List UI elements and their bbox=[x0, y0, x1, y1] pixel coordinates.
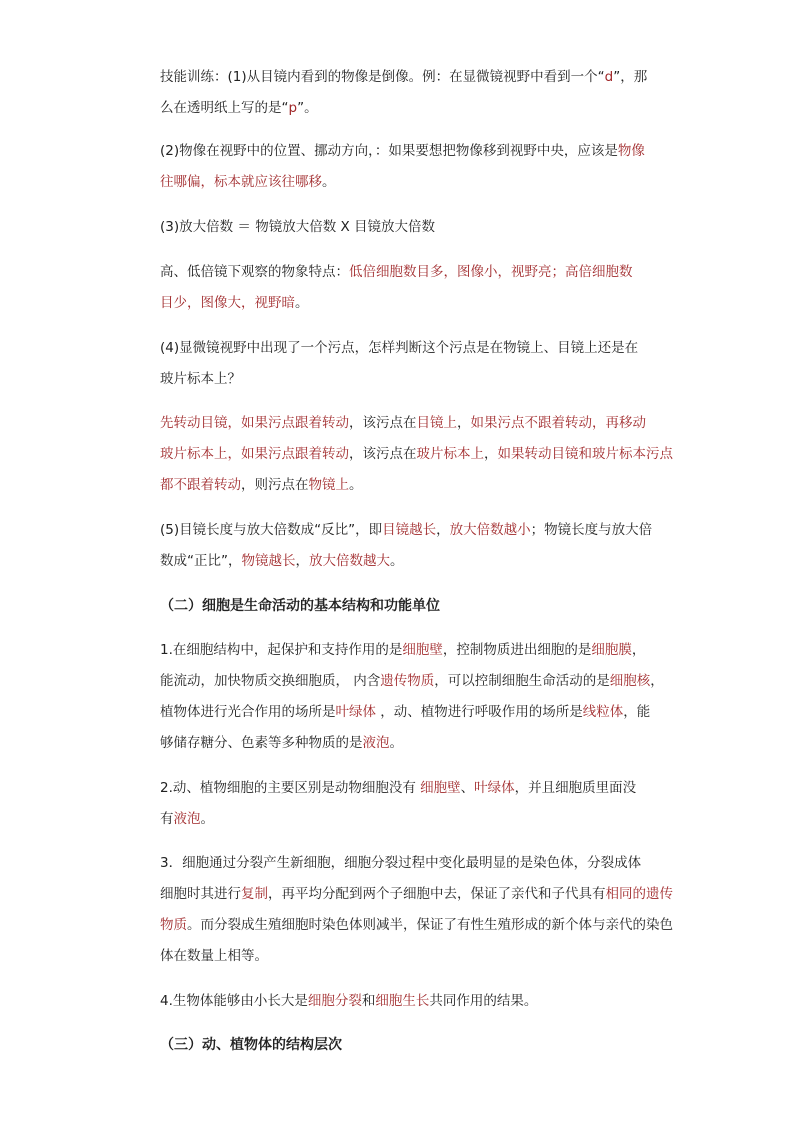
text-line bbox=[160, 167, 662, 198]
highlighted-text: 玻片标本上，如果污点跟着转动 bbox=[160, 446, 349, 462]
highlighted-text: 液泡 bbox=[362, 735, 390, 751]
text-segment: 、 bbox=[460, 780, 475, 796]
text-segment: 4.生物体能够由小长大是 bbox=[160, 993, 308, 1009]
text-line bbox=[160, 212, 662, 243]
text-line bbox=[160, 136, 662, 167]
paragraph-animal-plant-diff bbox=[160, 773, 662, 835]
paragraph-image-movement bbox=[160, 136, 662, 198]
text-segment: 玻片标本上？ bbox=[160, 371, 241, 387]
text-segment: 2.动、植物细胞的主要区别是动物细胞没有 bbox=[160, 780, 421, 796]
text-segment: 。 bbox=[389, 735, 403, 751]
text-segment: ， bbox=[295, 553, 309, 569]
text-segment: ， bbox=[631, 642, 646, 658]
text-segment: 。 bbox=[200, 811, 214, 827]
text-line bbox=[160, 408, 662, 439]
highlighted-text: 物镜上 bbox=[308, 477, 349, 493]
text-segment: ， bbox=[457, 415, 471, 431]
text-line bbox=[160, 986, 662, 1017]
text-line bbox=[160, 439, 673, 470]
paragraph-magnification bbox=[160, 212, 662, 243]
text-segment: ，控制物质进出细胞的是 bbox=[442, 642, 592, 658]
paragraph-cell-division bbox=[160, 848, 673, 972]
text-line bbox=[160, 910, 673, 941]
highlighted-text: 放大倍数越小 bbox=[449, 522, 531, 538]
highlighted-text: 细胞膜 bbox=[591, 642, 632, 658]
text-segment: ，再平均分配到两个子细胞中去，保证了亲代和子代具有 bbox=[268, 886, 606, 902]
text-segment: (2)物像在视野中的位置、挪动方向，：如果要想把物像移到视野中央，应该是 bbox=[160, 143, 618, 159]
highlighted-text: 目镜越长 bbox=[382, 522, 437, 538]
text-segment: 。 bbox=[349, 477, 363, 493]
highlighted-text: 目镜上 bbox=[416, 415, 457, 431]
highlighted-text: 物质 bbox=[160, 917, 187, 933]
highlighted-text: 叶绿体 bbox=[335, 704, 376, 720]
highlighted-text: 遗传物质 bbox=[380, 673, 435, 689]
text-segment: ，动、植物进行呼吸作用的场所是 bbox=[376, 704, 583, 720]
text-segment: 有 bbox=[160, 811, 174, 827]
highlighted-text: 先转动目镜，如果污点跟着转动 bbox=[160, 415, 349, 431]
text-line bbox=[160, 666, 662, 697]
text-segment: ，则污点在 bbox=[241, 477, 309, 493]
text-segment: ”。 bbox=[297, 100, 318, 116]
text-segment: 3．细胞通过分裂产生新细胞，细胞分裂过程中变化最明显的是染色体，分裂成体 bbox=[160, 855, 642, 871]
paragraph-lens-features bbox=[160, 257, 662, 319]
text-segment: 。 bbox=[322, 174, 336, 190]
text-segment: 么在透明纸上写的是“ bbox=[160, 100, 289, 116]
highlighted-text: 细胞壁 bbox=[420, 780, 461, 796]
highlighted-text: 都不跟着转动 bbox=[160, 477, 241, 493]
highlighted-text: 目少，图像大，视野暗 bbox=[160, 295, 295, 311]
paragraph-stain-question bbox=[160, 333, 662, 395]
paragraph-stain-answer bbox=[160, 408, 673, 501]
text-segment: (5)目镜长度与放大倍数成“反比”，即 bbox=[160, 522, 383, 538]
text-line bbox=[160, 941, 662, 972]
text-line bbox=[160, 635, 662, 666]
text-segment: 够储存糖分、色素等多种物质的是 bbox=[160, 735, 363, 751]
text-line bbox=[160, 93, 662, 124]
text-line bbox=[160, 1030, 662, 1061]
text-segment: ， bbox=[650, 673, 664, 689]
text-segment: 1.在细胞结构中，起保护和支持作用的是 bbox=[160, 642, 403, 658]
text-line bbox=[160, 773, 662, 804]
highlighted-text: 细胞壁 bbox=[402, 642, 443, 658]
highlighted-text: 放大倍数越大 bbox=[309, 553, 390, 569]
text-segment: （三）动、植物体的结构层次 bbox=[160, 1037, 342, 1053]
highlighted-text: 细胞核 bbox=[609, 673, 651, 689]
text-line bbox=[160, 728, 662, 759]
text-line bbox=[160, 288, 662, 319]
highlighted-text: 物像 bbox=[617, 143, 645, 159]
highlighted-text: 如果污点不跟着转动，再移动 bbox=[470, 415, 646, 431]
text-line bbox=[160, 591, 662, 622]
text-line bbox=[160, 62, 662, 93]
paragraph-lens-length bbox=[160, 515, 662, 577]
highlighted-text: 相同的遗传 bbox=[605, 886, 673, 902]
text-segment: 。而分裂成生殖细胞时染色体则减半，保证了有性生殖形成的新个体与亲代的染色 bbox=[187, 917, 673, 933]
section-heading-structure-levels bbox=[160, 1030, 662, 1061]
highlighted-text: 液泡 bbox=[173, 811, 201, 827]
text-segment: 共同作用的结果。 bbox=[429, 993, 538, 1009]
text-line bbox=[160, 697, 662, 728]
highlighted-text: 物镜越长 bbox=[241, 553, 296, 569]
text-segment: ；物镜长度与放大倍 bbox=[530, 522, 653, 538]
text-line bbox=[160, 879, 673, 910]
text-segment: 技能训练：(1)从目镜内看到的物像是倒像。例：在显微镜视野中看到一个“ bbox=[160, 69, 605, 85]
text-line bbox=[160, 848, 662, 879]
text-segment: 体在数量上相等。 bbox=[160, 948, 268, 964]
highlighted-text: 复制 bbox=[241, 886, 268, 902]
highlighted-text: 细胞生长 bbox=[375, 993, 430, 1009]
text-segment: 。 bbox=[295, 295, 309, 311]
text-segment: 和 bbox=[361, 993, 376, 1009]
text-line bbox=[160, 546, 662, 577]
text-segment: 数成“正比”， bbox=[160, 553, 242, 569]
text-segment: ，可以控制细胞生命活动的是 bbox=[434, 673, 610, 689]
highlighted-text: 细胞分裂 bbox=[307, 993, 362, 1009]
text-segment: (3)放大倍数 ＝ 物镜放大倍数 X 目镜放大倍数 bbox=[160, 219, 436, 235]
text-segment: ，该污点在 bbox=[349, 446, 417, 462]
text-line bbox=[160, 515, 662, 546]
text-segment: （二）细胞是生命活动的基本结构和功能单位 bbox=[160, 598, 440, 614]
highlighted-text: d bbox=[604, 69, 614, 85]
text-segment: 高、低倍镜下观察的物象特点： bbox=[160, 264, 349, 280]
highlighted-text: 线粒体 bbox=[582, 704, 624, 720]
text-line bbox=[160, 257, 662, 288]
text-line bbox=[160, 470, 662, 501]
text-segment: ”，那 bbox=[613, 69, 648, 85]
highlighted-text: 往哪偏，标本就应该往哪移 bbox=[160, 174, 322, 190]
text-segment: ，能 bbox=[623, 704, 651, 720]
text-segment: ，并且细胞质里面没 bbox=[514, 780, 637, 796]
text-segment: ，该污点在 bbox=[349, 415, 417, 431]
highlighted-text: 低倍细胞数目多，图像小，视野亮；高倍细胞数 bbox=[349, 264, 633, 280]
text-line bbox=[160, 364, 662, 395]
text-line bbox=[160, 804, 662, 835]
text-segment: 植物体进行光合作用的场所是 bbox=[160, 704, 336, 720]
paragraph-growth bbox=[160, 986, 662, 1017]
section-heading-cell-unit bbox=[160, 591, 662, 622]
paragraph-skill-training bbox=[160, 62, 662, 124]
paragraph-cell-structures bbox=[160, 635, 662, 759]
text-segment: ， bbox=[484, 446, 498, 462]
text-segment: ， bbox=[436, 522, 450, 538]
text-segment: 细胞时其进行 bbox=[160, 886, 241, 902]
text-segment: 能流动，加快物质交换细胞质， 内含 bbox=[160, 673, 381, 689]
highlighted-text: p bbox=[288, 100, 298, 116]
highlighted-text: 叶绿体 bbox=[474, 780, 515, 796]
text-line bbox=[160, 333, 662, 364]
text-segment: (4)显微镜视野中出现了一个污点，怎样判断这个污点是在物镜上、目镜上还是在 bbox=[160, 340, 639, 356]
highlighted-text: 如果转动目镜和玻片标本污点 bbox=[497, 446, 673, 462]
text-segment: 。 bbox=[390, 553, 404, 569]
highlighted-text: 玻片标本上 bbox=[416, 446, 484, 462]
